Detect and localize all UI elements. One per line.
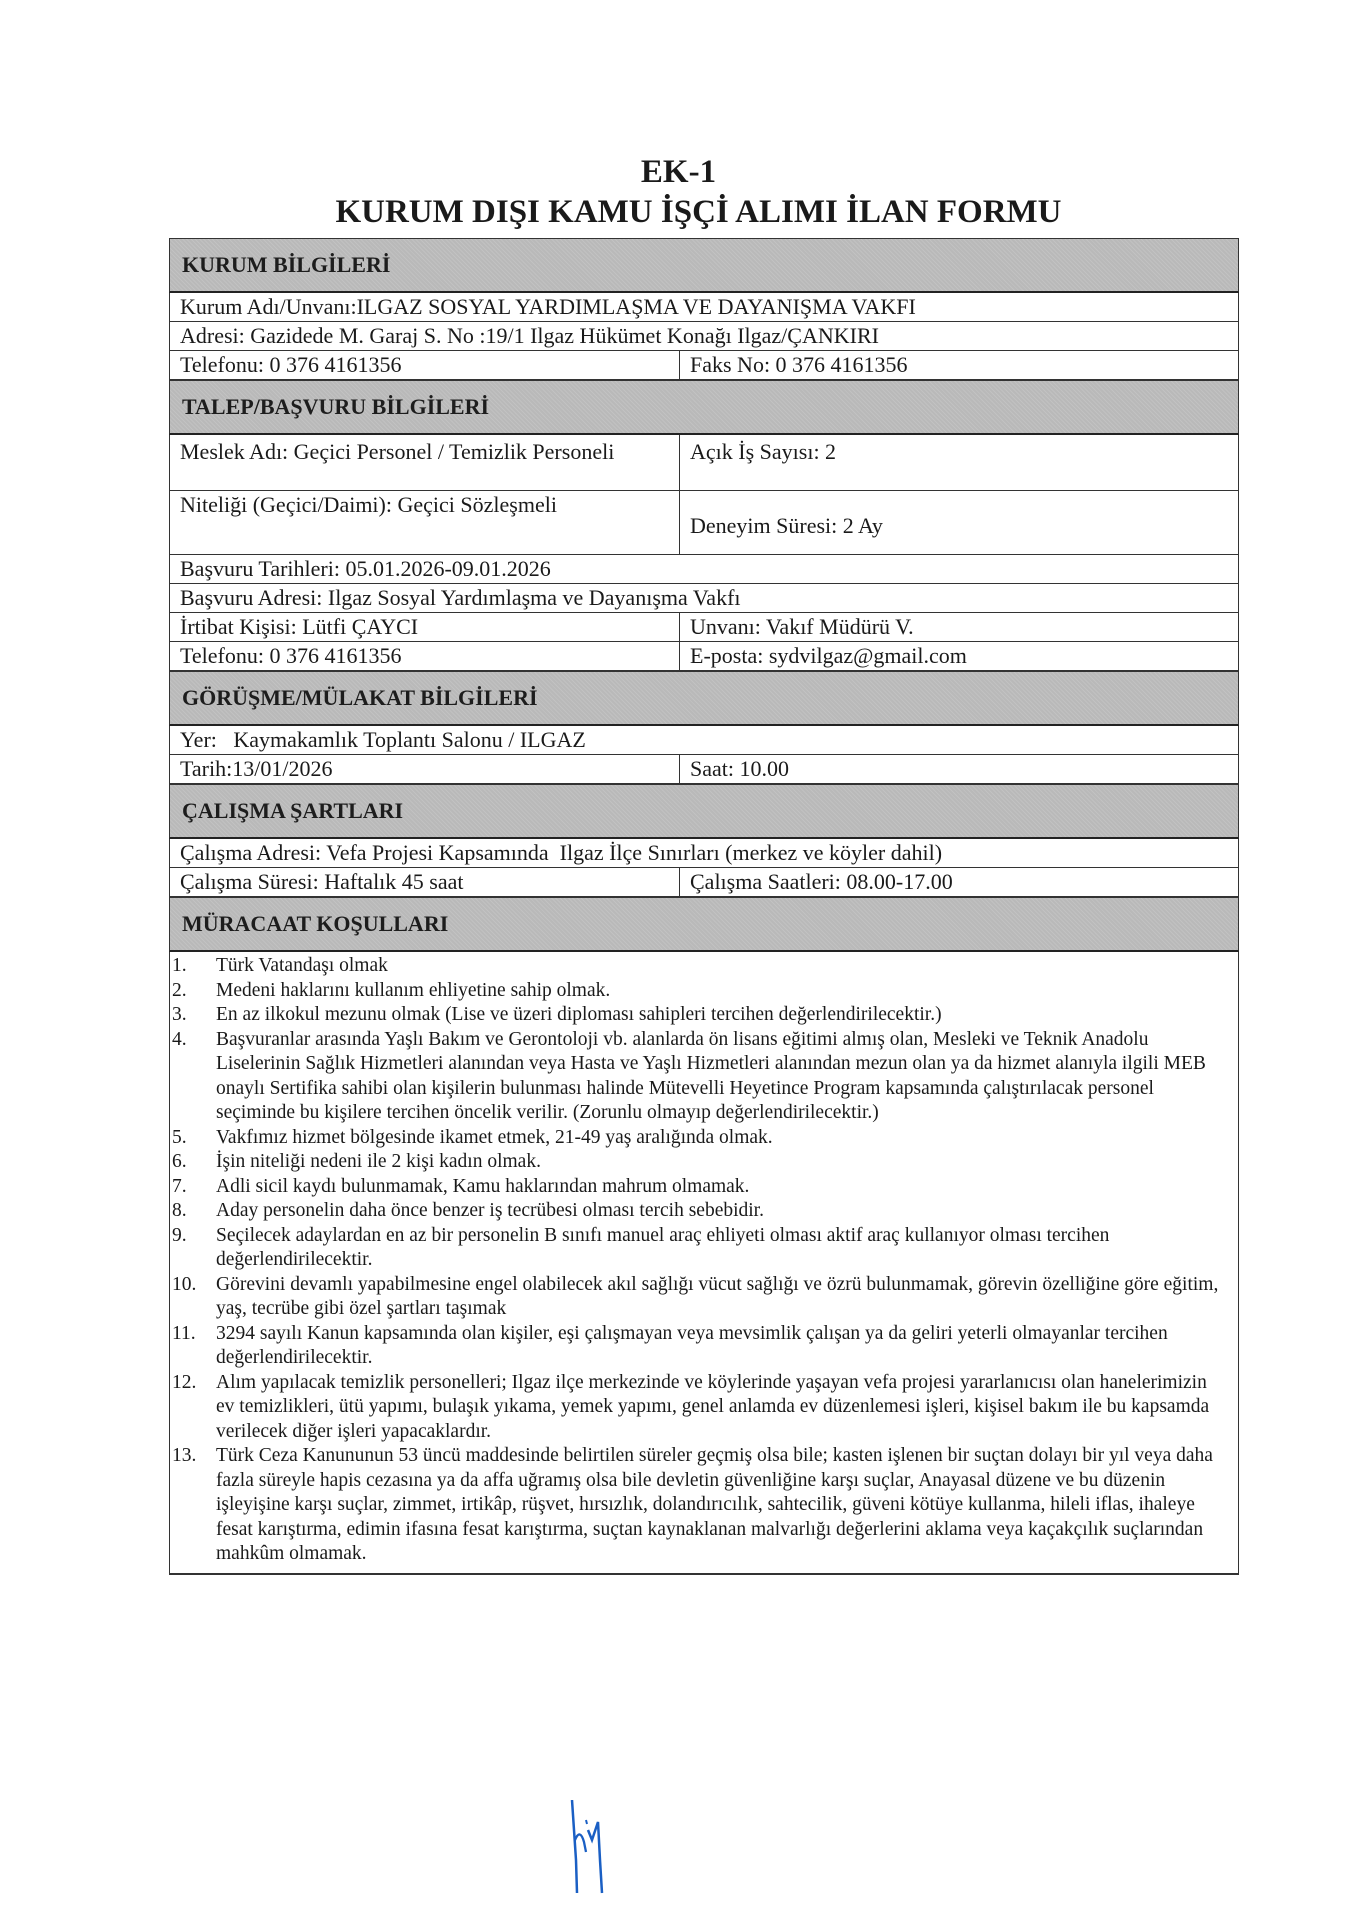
condition-item — [170, 1175, 1230, 1200]
condition-text: Adli sicil kaydı bulunmamak, Kamu haklarından mahrum olmamak. — [216, 1175, 750, 1197]
application-address: Başvuru Adresi: Ilgaz Sosyal Yardımlaşma ve Dayanışma Vakfı — [180, 585, 741, 610]
condition-text: Türk Vatandaşı olmak — [216, 955, 388, 976]
condition-text: 3294 sayılı Kanun kapsamında olan kişiler, eşi çalışmayan veya mevsimlik çalışan ya da geliri yeterli olmayanlar tercihen değerlendirilecektir. — [216, 1322, 1168, 1368]
condition-number: 11. — [172, 1322, 196, 1344]
condition-text: Görevini devamlı yapabilmesine engel olabilecek akıl sağlığı vücut sağlığı ve özrü bulunmamak, görevin özelliğine göre eğitim, yaş, tecrübe gibi özel şartları taşımak — [216, 1273, 1219, 1319]
condition-item — [170, 954, 1230, 979]
condition-item — [170, 1273, 1230, 1322]
interview-place-row — [169, 726, 1239, 755]
condition-number: 4. — [172, 1028, 187, 1050]
work-address: Çalışma Adresi: Vefa Projesi Kapsamında Ilgaz İlçe Sınırları (merkez ve köyler dahil) — [180, 840, 943, 865]
condition-number: 2. — [172, 979, 187, 1001]
condition-item — [170, 1371, 1230, 1445]
job-nature: Niteliği (Geçici/Daimi): Geçici Sözleşmeli — [170, 491, 680, 554]
section-header-talep — [169, 380, 1239, 435]
institution-phone: Telefonu: 0 376 4161356 — [170, 351, 680, 379]
occupation-name: Meslek Adı: Geçici Personel / Temizlik Personeli — [170, 435, 680, 490]
condition-text: İşin niteliği nedeni ile 2 kişi kadın olmak. — [216, 1151, 541, 1172]
section-header-muracaat — [169, 897, 1239, 952]
condition-text: Alım yapılacak temizlik personelleri; Ilgaz ilçe merkezinde ve köylerinde yaşayan vefa projesi yararlanıcısı olan hanelerimizin ev temizlikleri, ütü yapımı, bulaşık yıkama, yemek yapımı, genel anlamda ev düzenlemesi işleri, kişisel bakım ile bu kapsamda verilecek diğer işleri yapacaklardır. — [216, 1371, 1210, 1442]
condition-item — [170, 1003, 1230, 1028]
occupation-row — [169, 435, 1239, 491]
interview-datetime-row — [169, 755, 1239, 784]
condition-item — [170, 979, 1230, 1004]
condition-text: En az ilkokul mezunu olmak (Lise ve üzeri diploması sahipleri tercihen değerlendirilecektir.) — [216, 1004, 942, 1025]
condition-text: Medeni haklarını kullanım ehliyetine sahip olmak. — [216, 979, 611, 1001]
contact-row — [169, 613, 1239, 642]
section-title: GÖRÜŞME/MÜLAKAT BİLGİLERİ — [182, 685, 538, 710]
condition-number: 13. — [172, 1445, 197, 1466]
condition-item — [170, 1224, 1230, 1273]
institution-name: Kurum Adı/Unvanı:ILGAZ SOSYAL YARDIMLAŞMA VE DAYANIŞMA VAKFI — [180, 294, 916, 319]
interview-date: Tarih:13/01/2026 — [170, 755, 680, 783]
work-address-row — [169, 839, 1239, 868]
section-title: MÜRACAAT KOŞULLARI — [182, 911, 449, 936]
institution-fax: Faks No: 0 376 4161356 — [690, 352, 908, 377]
interview-place: Yer: Kaymakamlık Toplantı Salonu / ILGAZ — [180, 727, 586, 752]
condition-item — [170, 1444, 1230, 1567]
condition-number: 9. — [172, 1224, 187, 1246]
conditions-list — [169, 952, 1239, 1575]
contact-title: Unvanı: Vakıf Müdürü V. — [690, 614, 914, 639]
signature-icon — [560, 1800, 620, 1895]
work-hours: Çalışma Saatleri: 08.00-17.00 — [690, 869, 953, 894]
announcement-form — [169, 238, 1239, 1575]
condition-number: 5. — [172, 1126, 187, 1148]
open-positions: Açık İş Sayısı: 2 — [690, 439, 837, 464]
contact-phone: Telefonu: 0 376 4161356 — [170, 642, 680, 670]
contact-person: İrtibat Kişisi: Lütfi ÇAYCI — [170, 613, 680, 641]
condition-text: Türk Ceza Kanununun 53 üncü maddesinde belirtilen süreler geçmiş olsa bile; kasten işlenen bir suçtan dolayı bir yıl veya daha fazla süreyle hapis cezasına ya da affa uğramış olsa bile devletin güvenliğine karşı suçlar, Anayasal düzene ve bu düzenin işleyişine karşı suçlar, zimmet, irtikâp, rüşvet, hırsızlık, dolandırıcılık, sahtecilik, güveni kötüye kullanma, hileli iflas, ihaleye fesat karıştırma, edimin ifasına fesat karıştırma, suçtan kaynaklanan malvarlığı değerlerini aklama veya kaçakçılık suçlarından mahkûm olmamak. — [216, 1445, 1213, 1564]
condition-item — [170, 1150, 1230, 1175]
annex-label: EK-1 — [640, 154, 717, 190]
condition-number: 3. — [172, 1004, 187, 1025]
contact-phone-row — [169, 642, 1239, 671]
condition-number: 7. — [172, 1175, 187, 1197]
condition-number: 1. — [172, 955, 187, 976]
work-duration: Çalışma Süresi: Haftalık 45 saat — [170, 868, 680, 896]
condition-number: 8. — [172, 1200, 187, 1221]
form-title: KURUM DIŞI KAMU İŞÇİ ALIMI İLAN FORMU — [335, 194, 1062, 230]
work-duration-row — [169, 868, 1239, 897]
section-title: ÇALIŞMA ŞARTLARI — [182, 798, 404, 823]
condition-number: 12. — [172, 1371, 197, 1393]
condition-number: 6. — [172, 1151, 187, 1172]
kurum-phone-row — [169, 351, 1239, 380]
contact-email[interactable]: E-posta: sydvilgaz@gmail.com — [690, 643, 967, 668]
application-dates-row — [169, 555, 1239, 584]
section-title: TALEP/BAŞVURU BİLGİLERİ — [182, 394, 490, 419]
nature-row — [169, 491, 1239, 555]
section-header-kurum — [169, 238, 1239, 293]
interview-time: Saat: 10.00 — [690, 756, 789, 781]
condition-text: Seçilecek adaylardan en az bir personelin B sınıfı manuel araç ehliyeti olması aktif araç kullanıyor olması tercihen değerlendirilecektir. — [216, 1224, 1110, 1270]
condition-text: Vakfımız hizmet bölgesinde ikamet etmek, 21-49 yaş aralığında olmak. — [216, 1126, 773, 1148]
experience-duration: Deneyim Süresi: 2 Ay — [690, 513, 883, 538]
application-address-row — [169, 584, 1239, 613]
condition-item — [170, 1322, 1230, 1371]
section-header-calisma — [169, 784, 1239, 839]
kurum-name-row — [169, 293, 1239, 322]
institution-address: Adresi: Gazidede M. Garaj S. No :19/1 Ilgaz Hükümet Konağı Ilgaz/ÇANKIRI — [180, 323, 879, 348]
condition-text: Başvuranlar arasında Yaşlı Bakım ve Gerontoloji vb. alanlarda ön lisans eğitimi almış olan, Mesleki ve Teknik Anadolu Liselerinin Sağlık Hizmetleri alanından veya Hasta ve Yaşlı Hizmetleri alanından mezun olan ya da hizmet alanıyla ilgili MEB onaylı Sertifika sahibi olan kişilerin bulunması halinde Mütevelli Heyetince Program kapsamında çalıştırılacak personel seçiminde bu kişilere tercihen öncelik verilir. (Zorunlu olmayıp değerlendirilecektir.) — [216, 1028, 1206, 1123]
condition-text: Aday personelin daha önce benzer iş tecrübesi olması tercih sebebidir. — [216, 1200, 764, 1221]
section-title: KURUM BİLGİLERİ — [182, 252, 391, 277]
condition-item — [170, 1199, 1230, 1224]
section-header-gorusme — [169, 671, 1239, 726]
condition-item — [170, 1126, 1230, 1151]
application-dates: Başvuru Tarihleri: 05.01.2026-09.01.2026 — [180, 556, 551, 581]
condition-number: 10. — [172, 1273, 197, 1295]
kurum-address-row — [169, 322, 1239, 351]
condition-item — [170, 1028, 1230, 1126]
